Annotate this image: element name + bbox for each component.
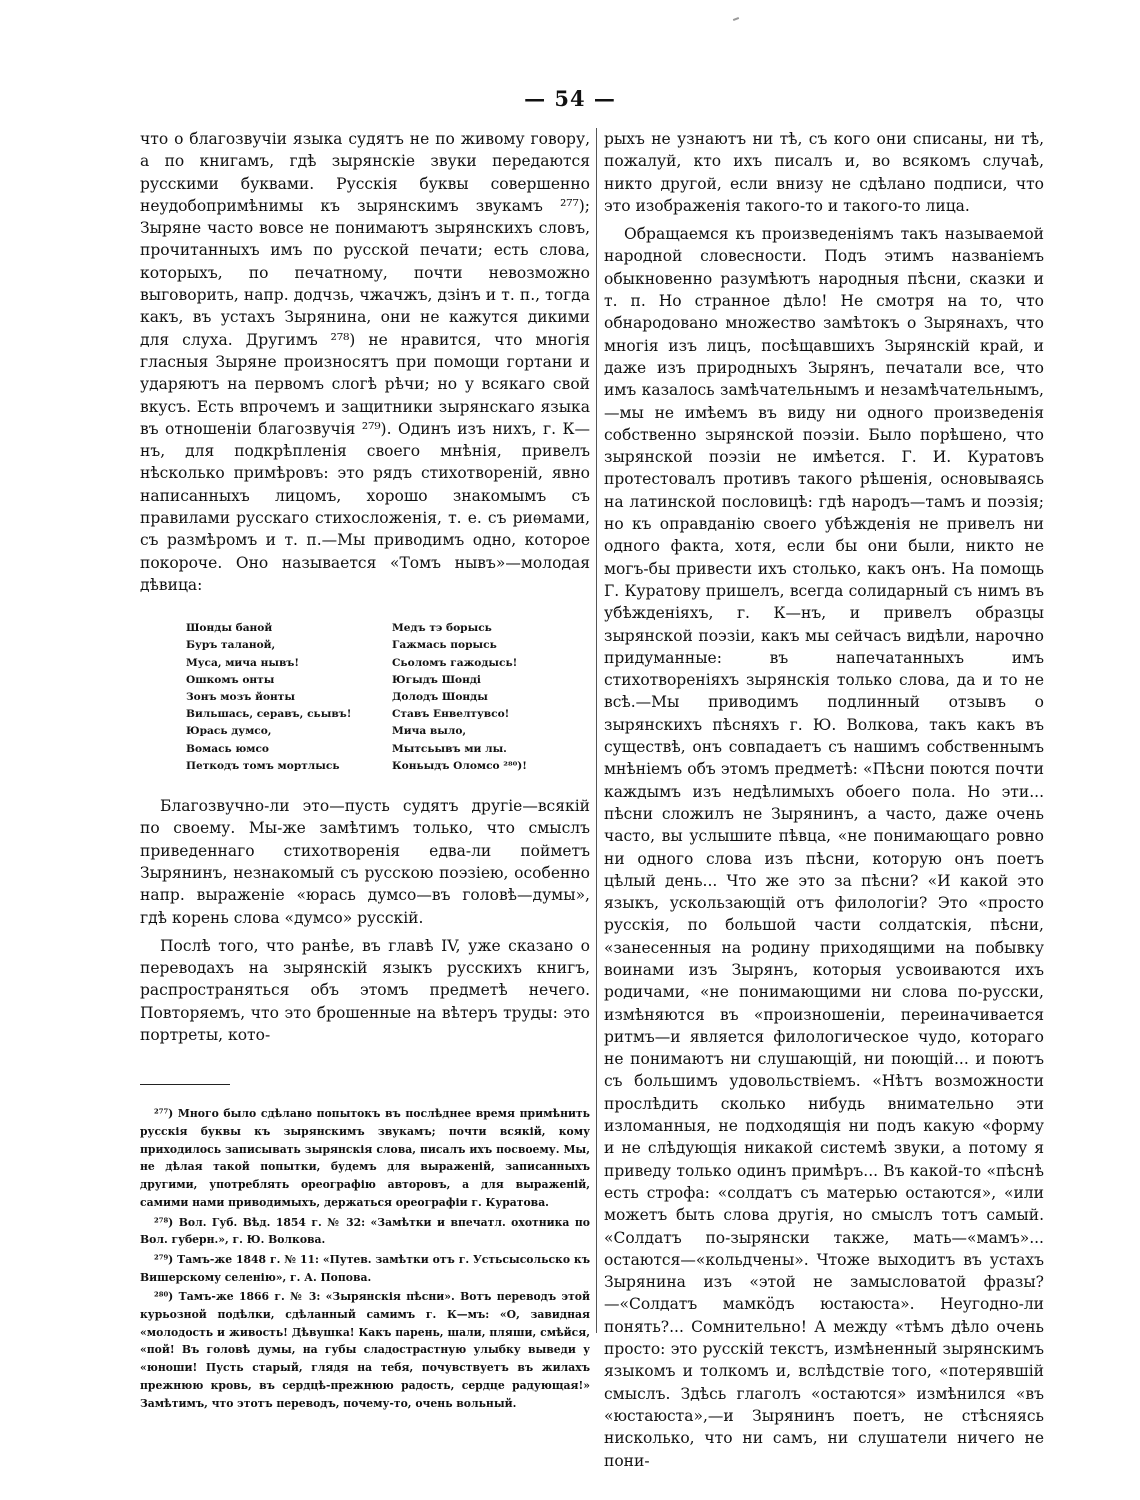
paragraph: Благозвучно-ли это—пусть судятъ другіе—всякій по своему. Мы-же замѣтимъ только, что смыслъ приведеннаго стихотворенія едва-ли пойметъ Зырянинъ, незнакомый съ русскою поэзіею, особенно напр. выраженіе «юрась думсо—въ головѣ—думы», гдѣ корень слова «думсо» русскій. [140,797,590,927]
poem-column-left [186,620,384,775]
footnotes [140,1105,590,1412]
poem-line: Муса, мича нывъ! [186,656,300,669]
poem-line: Вильшась, серавъ, сьывъ! [186,708,352,721]
poem-line: Юрась думсо, [186,725,272,738]
column-divider [596,128,597,1333]
paragraph: что о благозвучіи языка судятъ не по живому говору, а по книгамъ, гдѣ зырянскіе звуки передаются русскими буквами. Русскія буквы совершенно неудобопримѣнимы къ зырянскимъ звукамъ ²⁷⁷); Зыряне часто вовсе не понимаютъ зырянскихъ словъ, прочитанныхъ имъ по русской печати; есть слова, которыхъ, по печатному, почти невозможно выговорить, напр. додчзь, чжачжъ, дзінъ и т. п., тогда какъ, въ устахъ Зырянина, они не кажутся дикими для слуха. Другимъ ²⁷⁸) не нравится, что многія гласныя Зыряне произносятъ при помощи гортани и ударяютъ на первомъ слогѣ рѣчи; но у всякаго свой вкусъ. Есть впрочемъ и защитники зырянскаго языка въ отношеніи благозвучія ²⁷⁹). Одинъ изъ нихъ, г. К—нъ, для подкрѣпленія своего мнѣнія, привелъ нѣсколько примѣровъ: это рядъ стихотвореній, явно написанныхъ лицомъ, хорошо знакомымъ съ правилами русскаго стихосложенія, т. е. съ риѳмами, съ размѣромъ и т. п.—Мы приводимъ одно, которое покороче. Оно называется «Томъ нывъ»—молодая дѣвица: [140,130,590,594]
left-column [140,128,590,1412]
poem-line: Югыдъ Шондi [392,673,481,686]
paragraph: Обращаемся къ произведеніямъ такъ называемой народной словесности. Подъ этимъ названіемъ обыкновенно разумѣютъ народныя пѣсни, сказки и т. п. Но странное дѣло! Не смотря на то, что обнародовано множество замѣтокъ о Зырянахъ, что многія изъ лицъ, посѣщавшихъ Зырянскій край, и даже изъ природныхъ Зырянъ, печатали все, что имъ казалось замѣчательнымъ и незамѣчательнымъ,—мы не имѣемъ въ виду ни одного произведенія собственно зырянской поэзіи. Было порѣшено, что зырянской поэзіи не имѣется. Г. И. Куратовъ протестовалъ противъ такого рѣшенія, основываясь на латинской пословицѣ: гдѣ народъ—тамъ и поэзія; но къ оправданію своего убѣжденія не привелъ ни одного факта, хотя, если бы они были, никто не могъ-бы привести ихъ столько, какъ онъ. На помощь Г. Куратову пришелъ, всегда солидарный съ нимъ въ убѣжденіяхъ, г. К—нъ, и привелъ образцы зырянской поэзіи, какъ мы сейчасъ видѣли, нарочно придуманные: въ напечатанныхъ имъ стихотвореніяхъ зырянскія только слова, да и то не всѣ.—Мы приводимъ подлинный отзывъ о зырянскихъ пѣсняхъ г. Ю. Волкова, такъ какъ въ существѣ, онъ совпадаетъ съ нашимъ собственнымъ мнѣніемъ объ этомъ предметѣ: «Пѣсни поются почти каждымъ изъ недѣлимыхъ обоего пола. Но эти... пѣсни сложилъ не Зырянинъ, а часто, даже очень часто, вы услышите пѣвца, «не понимающаго ровно ни одного слова изъ пѣсни, которую онъ поетъ цѣлый день... Что же это за пѣсни? «И какой это языкъ, ускользающій отъ филологіи? Это «просто русскія, по большой части солдатскія, пѣсни, «занесенныя на родину приходящими на побывку воинами изъ Зырянъ, которыя усвоиваются ихъ родичами, «не понимающими ни слова по-русски, измѣняются въ «произношеніи, переиначивается ритмъ—и является филологическое чудо, котораго не понимаютъ ни слушающій, ни поющій... и поютъ съ большимъ удовольствіемъ. «Нѣтъ возможности прослѣдить сколько нибудь внимательно эти изломанныя, не подходящія ни подъ какую «форму и не слѣдующія никакой системѣ звуки, а потому я приведу только одинъ примѣръ... Въ какой-то «пѣснѣ есть строфа: «солдатъ съ матерью остаются», «или можетъ быть слова другія, но смыслъ тотъ самый. «Солдатъ по-зырянски также, мать—«мамъ»... остаются—«кольдчены». Чтоже выходитъ въ устахъ Зырянина изъ «этой не замысловатой фразы?—«Солдатъ мамкӧдъ юстаюста». Неугодно-ли понять?... Сомнительно! А между «тѣмъ дѣло очень просто: это русскій текстъ, измѣненный зырянскимъ языкомъ и толкомъ и, вслѣдствіе того, «потерявшій смыслъ. Здѣсь глаголъ «остаются» измѣнился «въ «юстаюста»,—и Зырянинъ поетъ, не стѣсняясь нисколько, что ни самъ, ни слушатели ничего не пони- [604,225,1044,1470]
footnote: ²⁷⁷) Много было сдѣлано попытокъ въ послѣднее время примѣнить русскія буквы къ зырянскимъ звукамъ; почти всякій, кому приходилось записывать зырянскія слова, писалъ ихъ посвоему. Мы, не дѣлая такой попытки, будемъ для выраженій, записанныхъ другими, употреблять ореографію авторовъ, а для выраженій, самими нами приводимыхъ, держаться ореографіи г. Куратова. [140,1107,590,1209]
poem-line: Мытсьывъ ми лы. [392,742,507,755]
footnote-divider [140,1084,230,1085]
poem-line: Медъ тэ борысь [392,622,492,635]
page-number: — 54 — [524,86,616,111]
poem-line: Вомась юмсо [186,742,269,755]
poem-column-right [392,620,590,775]
footnote: ²⁷⁸) Вол. Губ. Вѣд. 1854 г. № 32: «Замѣтки и впечатл. охотника по Вол. губерн.», г. Ю. Волкова. [140,1215,590,1247]
stray-mark [733,17,739,21]
poem [186,620,590,775]
poem-line: Ошкомъ онты [186,673,275,686]
poem-line: Буръ таланой, [186,639,276,652]
poem-line: Петкодъ томъ мортлысь [186,759,340,772]
poem-line: Шонды баной [186,622,273,635]
footnote: ²⁸⁰) Тамъ-же 1866 г. № 3: «Зырянскія пѣсни». Вотъ переводъ этой курьозной подѣлки, сдѣланный самимъ г. К—мъ: «О, завидная «молодость и живость! Дѣвушка! Какъ парень, шали, пляши, смѣйся, «пой! Въ головѣ думы, на губы сладострастную улыбку выведи у «юноши! Пусть старый, глядя на тебя, почувствуетъ въ жилахъ прежнюю кровь, въ сердцѣ-прежнюю радость, сердце радующая!» Замѣтимъ, что этотъ переводъ, почему-то, очень вольный. [140,1290,590,1410]
right-column [604,128,1044,1472]
poem-line: Ставъ Енвелтувсо! [392,708,510,721]
footnote: ²⁷⁹) Тамъ-же 1848 г. № 11: «Путев. замѣтки отъ г. Устьсысольско къ Вишерскому селенію», г. А. Попова. [140,1252,590,1284]
paragraph: Послѣ того, что ранѣе, въ главѣ IV, уже сказано о переводахъ на зырянскій языкъ русскихъ книгъ, распространяться объ этомъ предметѣ нечего. Повторяемъ, что это брошенные на вѣтеръ труды: это портреты, кото- [140,936,590,1045]
poem-line: Зонъ мозъ йонты [186,691,295,704]
poem-line: Сьоломъ гажодысь! [392,656,518,669]
paragraph: рыхъ не узнаютъ ни тѣ, съ кого они списаны, ни тѣ, пожалуй, кто ихъ писалъ и, во всякомъ случаѣ, никто другой, если внизу не сдѣлано подписи, что это изображенія такого-то и такого-то лица. [604,130,1044,215]
poem-line: Гажмась порысь [392,639,497,652]
poem-line: Долодъ Шонды [392,691,488,704]
poem-line: Мича выло, [392,725,467,738]
poem-line: Коньыдъ Оломсо ²⁸⁰)! [392,759,527,772]
